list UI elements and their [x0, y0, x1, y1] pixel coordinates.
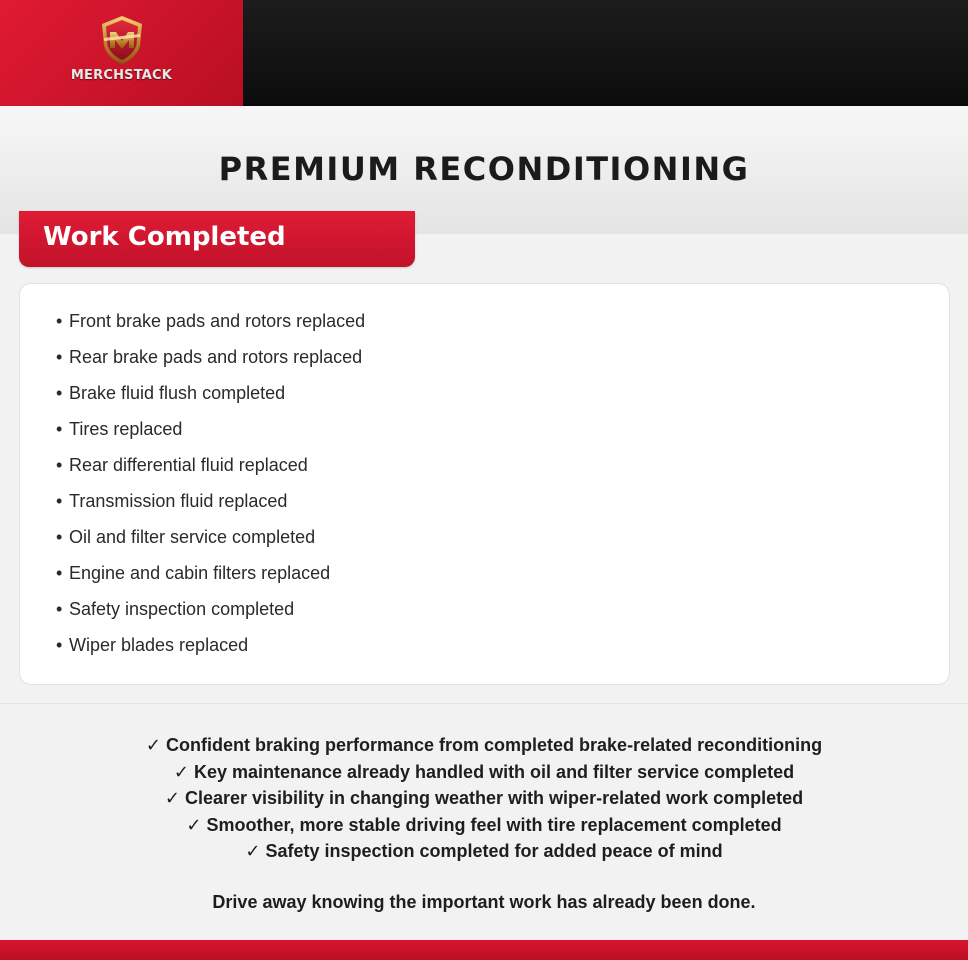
bullet-icon: • — [56, 419, 63, 439]
benefit-text: Clearer visibility in changing weather with wiper-related work completed — [184, 788, 804, 808]
bullet-icon: • — [56, 635, 63, 655]
benefit-item — [0, 733, 968, 760]
bullet-icon: • — [56, 311, 63, 331]
list-item — [56, 382, 365, 418]
section-tab — [19, 211, 415, 267]
checkmark-icon: ✓ — [186, 814, 202, 835]
list-item — [56, 526, 365, 562]
list-item — [56, 634, 365, 670]
benefits-list — [0, 733, 968, 866]
bullet-icon: • — [56, 563, 63, 583]
list-item-text: Brake fluid flush completed — [69, 383, 286, 403]
list-item — [56, 418, 365, 454]
list-item — [56, 454, 365, 490]
list-item-text: Wiper blades replaced — [69, 635, 249, 655]
benefit-text: Safety inspection completed for added peace of mind — [265, 841, 723, 861]
section-tab-label: Work Completed — [43, 222, 286, 252]
list-item-text: Rear differential fluid replaced — [69, 455, 308, 475]
bullet-icon: • — [56, 347, 63, 367]
benefit-item — [0, 760, 968, 787]
closing-statement: Drive away knowing the important work has already been done. — [212, 892, 756, 912]
list-item — [56, 598, 365, 634]
work-completed-card — [19, 283, 950, 685]
list-item-text: Transmission fluid replaced — [69, 491, 288, 511]
page-title: PREMIUM RECONDITIONING — [218, 150, 750, 188]
list-item-text: Rear brake pads and rotors replaced — [69, 347, 363, 367]
checkmark-icon: ✓ — [164, 788, 180, 808]
header — [0, 0, 968, 106]
benefit-item — [0, 839, 968, 866]
bullet-icon: • — [56, 599, 63, 619]
checkmark-icon: ✓ — [145, 735, 161, 755]
list-item-text: Oil and filter service completed — [69, 527, 316, 547]
benefit-text: Confident braking performance from completed brake-related reconditioning — [165, 735, 823, 755]
bullet-icon: • — [56, 383, 63, 403]
section-divider — [0, 703, 968, 704]
brand-logo — [0, 0, 243, 106]
benefit-text: Smoother, more stable driving feel with tire replacement completed — [206, 814, 782, 835]
benefit-text: Key maintenance already handled with oil and filter service completed — [193, 761, 795, 782]
bullet-icon: • — [56, 455, 63, 475]
list-item-text: Engine and cabin filters replaced — [69, 563, 331, 583]
benefit-item — [0, 813, 968, 840]
list-item — [56, 310, 365, 346]
list-item-text: Front brake pads and rotors replaced — [69, 311, 366, 331]
bullet-icon: • — [56, 527, 63, 547]
work-list — [56, 310, 365, 670]
footer-bar — [0, 940, 968, 960]
list-item-text: Tires replaced — [69, 419, 183, 439]
list-item — [56, 346, 365, 382]
list-item-text: Safety inspection completed — [69, 599, 295, 619]
checkmark-icon: ✓ — [173, 761, 189, 782]
list-item — [56, 562, 365, 598]
shield-m-emblem-icon — [96, 14, 148, 66]
header-dark-panel — [243, 0, 968, 106]
benefit-item — [0, 786, 968, 813]
list-item — [56, 490, 365, 526]
brand-name: MERCHSTACK — [70, 68, 173, 83]
bullet-icon: • — [56, 491, 63, 511]
checkmark-icon: ✓ — [245, 841, 261, 861]
